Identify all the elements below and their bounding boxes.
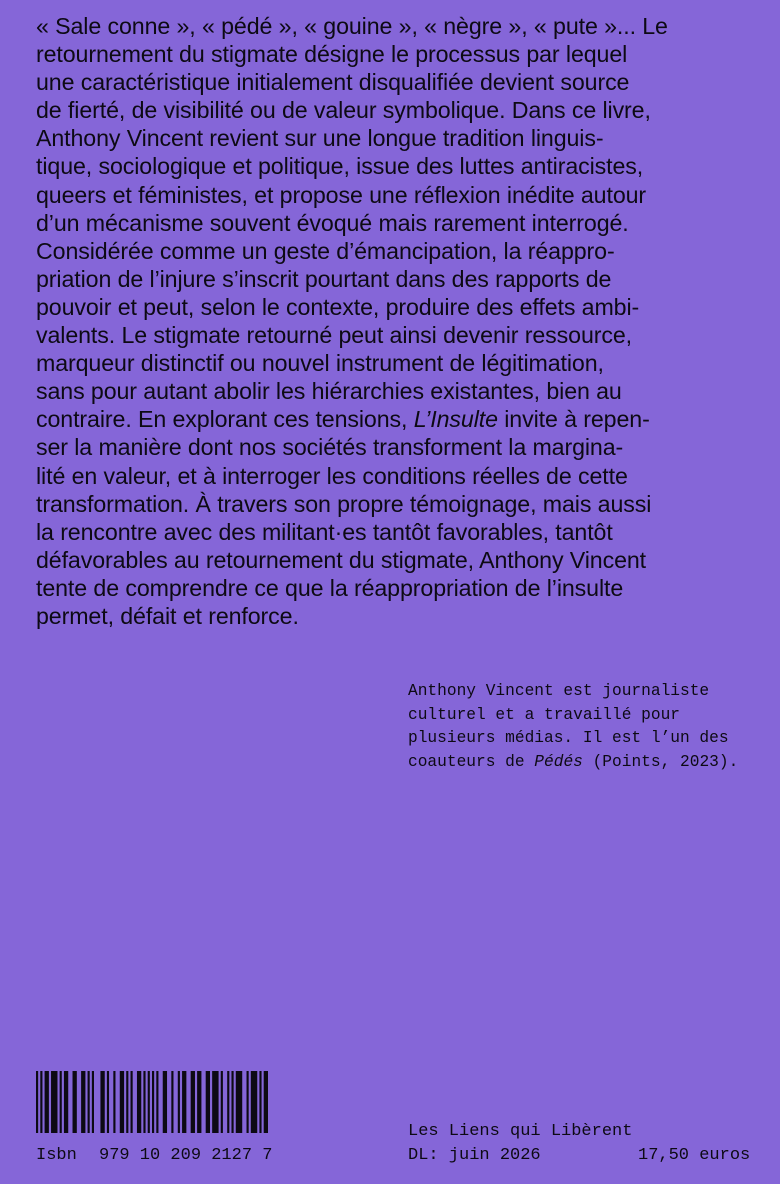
- description-text: invite à repen-: [497, 406, 650, 433]
- barcode-bar: [259, 1071, 261, 1133]
- description-line: retournement du stigmate désigne le processus par lequel: [36, 41, 628, 68]
- description-line: ser la manière dont nos sociétés transforment la margina-: [36, 434, 624, 461]
- barcode-bar: [40, 1071, 42, 1133]
- description-line: [36, 405, 758, 433]
- barcode-bar: [36, 1071, 38, 1133]
- publisher-name: Les Liens qui Libèrent: [408, 1122, 633, 1141]
- barcode-bar: [107, 1071, 109, 1133]
- description-line: marqueur distinctif ou nouvel instrument de légitimation,: [36, 350, 604, 377]
- barcode-bar: [221, 1071, 223, 1133]
- barcode-bar: [206, 1071, 210, 1133]
- barcode-bar: [163, 1071, 167, 1133]
- bio-text: coauteurs de: [408, 752, 535, 771]
- barcode-bar: [182, 1071, 186, 1133]
- description-line: valents. Le stigmate retourné peut ainsi devenir ressource,: [36, 322, 633, 349]
- legal-deposit: DL: juin 2026: [408, 1146, 541, 1165]
- barcode-bar: [143, 1071, 145, 1133]
- barcode-bar: [171, 1071, 173, 1133]
- barcode-bar: [137, 1071, 141, 1133]
- description-line: « Sale conne », « pédé », « gouine », « nègre », « pute »... Le: [36, 13, 668, 39]
- barcode-bar: [88, 1071, 90, 1133]
- description-line: permet, défait et renforce.: [36, 602, 299, 629]
- barcode-bar: [51, 1071, 57, 1133]
- isbn-number: 979 10 209 2127 7: [99, 1146, 273, 1165]
- bio-line: [408, 751, 768, 775]
- description-line: pouvoir et peut, selon le contexte, produire des effets ambi-: [36, 293, 640, 320]
- description-line: priation de l’injure s’inscrit pourtant dans des rapports de: [36, 265, 612, 292]
- barcode-bar: [227, 1071, 229, 1133]
- barcode-bar: [81, 1071, 85, 1133]
- description-line: transformation. À travers son propre témoignage, mais aussi: [36, 490, 652, 517]
- barcode-bar: [152, 1071, 154, 1133]
- description-line: d’un mécanisme souvent évoqué mais rarement interrogé.: [36, 209, 629, 236]
- bio-line: culturel et a travaillé pour: [408, 705, 680, 724]
- barcode-bar: [113, 1071, 115, 1133]
- barcode-bar: [197, 1071, 201, 1133]
- book-title-italic: L’Insulte: [413, 406, 498, 433]
- isbn-barcode: [36, 1071, 268, 1133]
- description-line: Considérée comme un geste d’émancipation, la réappro-: [36, 237, 615, 264]
- barcode-bar: [120, 1071, 124, 1133]
- author-bio: [408, 680, 768, 774]
- barcode-bar: [251, 1071, 257, 1133]
- barcode-bar: [100, 1071, 104, 1133]
- barcode-bar: [264, 1071, 268, 1133]
- description-line: défavorables au retournement du stigmate, Anthony Vincent: [36, 546, 647, 573]
- barcode-bar: [126, 1071, 128, 1133]
- bio-line: plusieurs médias. Il est l’un des: [408, 729, 729, 748]
- barcode-bar: [231, 1071, 233, 1133]
- description-line: tique, sociologique et politique, issue des luttes antiracistes,: [36, 153, 644, 180]
- barcode-bar: [60, 1071, 62, 1133]
- barcode-bar: [247, 1071, 249, 1133]
- barcode-bar: [131, 1071, 133, 1133]
- description-line: tente de comprendre ce que la réappropriation de l’insulte: [36, 574, 624, 601]
- bio-line: Anthony Vincent est journaliste: [408, 682, 710, 700]
- description-line: la rencontre avec des militant·es tantôt favorables, tantôt: [36, 518, 613, 545]
- barcode-bar: [236, 1071, 242, 1133]
- description-text: contraire. En explorant ces tensions,: [36, 406, 414, 433]
- description-line: lité en valeur, et à interroger les conditions réelles de cette: [36, 462, 628, 489]
- description-line: de fierté, de visibilité ou de valeur symbolique. Dans ce livre,: [36, 97, 651, 124]
- barcode-bar: [212, 1071, 218, 1133]
- barcode-bar: [156, 1071, 158, 1133]
- barcode-bar: [148, 1071, 150, 1133]
- description-line: Anthony Vincent revient sur une longue tradition linguis-: [36, 125, 604, 152]
- description-line: sans pour autant abolir les hiérarchies existantes, bien au: [36, 378, 622, 405]
- barcode-bar: [178, 1071, 180, 1133]
- bio-text: (Points, 2023).: [582, 752, 739, 771]
- barcode-bar: [191, 1071, 195, 1133]
- barcode-bar: [73, 1071, 77, 1133]
- description-line: queers et féministes, et propose une réflexion inédite autour: [36, 181, 647, 208]
- book-title-italic: Pédés: [534, 752, 583, 771]
- isbn-label: Isbn: [36, 1146, 77, 1165]
- book-description: [36, 12, 758, 630]
- price: 17,50 euros: [638, 1146, 751, 1165]
- description-line: une caractéristique initialement disqualifiée devient source: [36, 69, 630, 96]
- barcode-bar: [64, 1071, 68, 1133]
- barcode-bar: [92, 1071, 94, 1133]
- barcode-bar: [45, 1071, 49, 1133]
